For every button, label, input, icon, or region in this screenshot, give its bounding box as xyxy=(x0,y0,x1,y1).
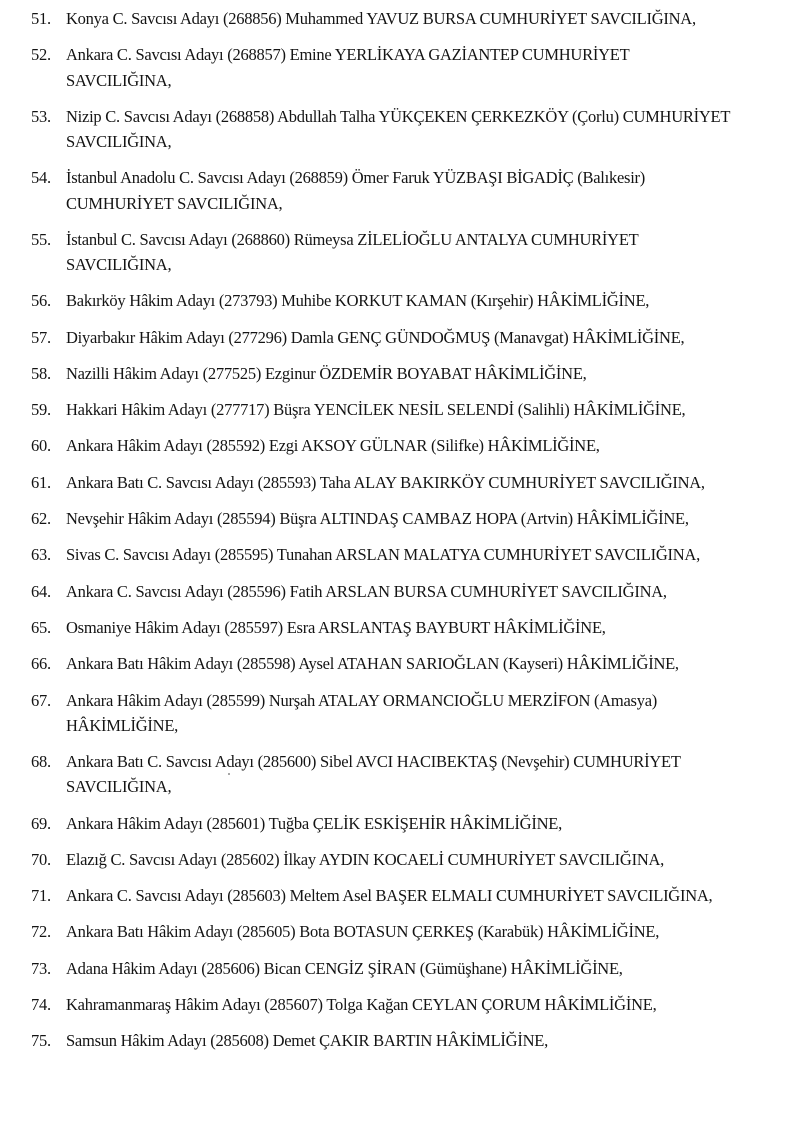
item-number: 71. xyxy=(31,886,51,906)
appointment-list xyxy=(0,6,800,1065)
item-number: 52. xyxy=(31,45,51,65)
item-text-line: Ankara Batı Hâkim Adayı (285605) Bota BOTASUN ÇERKEŞ (Karabük) HÂKİMLİĞİNE, xyxy=(66,922,660,942)
item-text xyxy=(66,6,766,31)
item-text xyxy=(66,615,766,640)
item-number: 55. xyxy=(31,229,51,249)
item-text xyxy=(66,883,766,908)
item-text xyxy=(66,288,766,313)
item-text xyxy=(66,470,766,495)
list-item xyxy=(0,956,800,981)
item-text-line: Ankara Batı Hâkim Adayı (285598) Aysel ATAHAN SARIOĞLAN (Kayseri) HÂKİMLİĞİNE, xyxy=(66,654,679,674)
list-item xyxy=(0,615,800,640)
item-text-line: SAVCILIĞINA, xyxy=(66,255,172,274)
item-number: 67. xyxy=(31,690,51,710)
item-text-line: Nizip C. Savcısı Adayı (268858) Abdullah Talha YÜKÇEKEN ÇERKEZKÖY (Çorlu) CUMHURİYET xyxy=(66,106,731,126)
item-text-line: Ankara C. Savcısı Adayı (285603) Meltem Asel BAŞER ELMALI CUMHURİYET SAVCILIĞINA, xyxy=(66,886,713,906)
list-item xyxy=(0,883,800,908)
item-text-line: Ankara Batı C. Savcısı Adayı (285593) Taha ALAY BAKIRKÖY CUMHURİYET SAVCILIĞINA, xyxy=(66,472,705,492)
item-text xyxy=(66,749,766,799)
item-number: 72. xyxy=(31,922,51,942)
item-text-line: Ankara Hâkim Adayı (285592) Ezgi AKSOY GÜLNAR (Silifke) HÂKİMLİĞİNE, xyxy=(66,436,600,456)
item-number: 68. xyxy=(31,752,51,772)
item-text-line: Hakkari Hâkim Adayı (277717) Büşra YENCİLEK NESİL SELENDİ (Salihli) HÂKİMLİĞİNE, xyxy=(66,400,686,420)
list-item xyxy=(0,288,800,313)
item-number: 74. xyxy=(31,995,51,1015)
item-number: 58. xyxy=(31,363,51,383)
item-text-line: İstanbul C. Savcısı Adayı (268860) Rümeysa ZİLELİOĞLU ANTALYA CUMHURİYET xyxy=(66,229,639,249)
list-item xyxy=(0,749,800,799)
item-text-line: HÂKİMLİĞİNE, xyxy=(66,715,179,735)
list-item xyxy=(0,811,800,836)
item-text-line: Adana Hâkim Adayı (285606) Bican CENGİZ ŞİRAN (Gümüşhane) HÂKİMLİĞİNE, xyxy=(66,958,623,978)
item-text xyxy=(66,919,766,944)
item-number: 54. xyxy=(31,168,51,188)
scan-speck xyxy=(228,773,230,775)
item-number: 65. xyxy=(31,617,51,637)
item-text-line: Ankara Hâkim Adayı (285599) Nurşah ATALAY ORMANCIOĞLU MERZİFON (Amasya) xyxy=(66,690,658,710)
item-number: 53. xyxy=(31,106,51,126)
item-text xyxy=(66,227,766,277)
item-text-line: SAVCILIĞINA, xyxy=(66,70,172,90)
item-text-line: Ankara C. Savcısı Adayı (285596) Fatih ARSLAN BURSA CUMHURİYET SAVCILIĞINA, xyxy=(66,581,667,601)
list-item xyxy=(0,651,800,676)
item-number: 62. xyxy=(31,509,51,529)
item-text xyxy=(66,579,766,604)
item-text xyxy=(66,397,766,422)
list-item xyxy=(0,325,800,350)
item-text-line: Sivas C. Savcısı Adayı (285595) Tunahan ARSLAN MALATYA CUMHURİYET SAVCILIĞINA, xyxy=(66,545,700,565)
item-text xyxy=(66,325,766,350)
list-item xyxy=(0,579,800,604)
list-item xyxy=(0,6,800,31)
list-item xyxy=(0,397,800,422)
list-item xyxy=(0,433,800,458)
item-number: 56. xyxy=(31,291,51,311)
item-number: 51. xyxy=(31,9,51,28)
item-number: 63. xyxy=(31,545,51,565)
item-text xyxy=(66,433,766,458)
item-text xyxy=(66,542,766,567)
item-text-line: Elazığ C. Savcısı Adayı (285602) İlkay AYDIN KOCAELİ CUMHURİYET SAVCILIĞINA, xyxy=(66,849,665,869)
item-number: 59. xyxy=(31,400,51,420)
item-number: 69. xyxy=(31,813,51,833)
item-text-line: İstanbul Anadolu C. Savcısı Adayı (268859) Ömer Faruk YÜZBAŞI BİGADİÇ (Balıkesir) xyxy=(66,168,646,188)
item-text-line: Diyarbakır Hâkim Adayı (277296) Damla GENÇ GÜNDOĞMUŞ (Manavgat) HÂKİMLİĞİNE, xyxy=(66,327,685,347)
list-item xyxy=(0,42,800,92)
list-item xyxy=(0,919,800,944)
item-text xyxy=(66,104,766,154)
item-text-line: Konya C. Savcısı Adayı (268856) Muhammed YAVUZ BURSA CUMHURİYET SAVCILIĞINA, xyxy=(66,9,696,28)
item-number: 61. xyxy=(31,472,51,492)
item-text-line: SAVCILIĞINA, xyxy=(66,132,172,151)
item-number: 60. xyxy=(31,436,51,456)
item-text-line: SAVCILIĞINA, xyxy=(66,777,172,797)
item-text xyxy=(66,992,766,1017)
list-item xyxy=(0,688,800,738)
item-text xyxy=(66,811,766,836)
list-item xyxy=(0,1028,800,1053)
item-text xyxy=(66,688,766,738)
list-item xyxy=(0,542,800,567)
item-number: 64. xyxy=(31,581,51,601)
item-number: 57. xyxy=(31,327,51,347)
item-text-line: Nevşehir Hâkim Adayı (285594) Büşra ALTINDAŞ CAMBAZ HOPA (Artvin) HÂKİMLİĞİNE, xyxy=(66,509,689,529)
item-text xyxy=(66,847,766,872)
item-text-line: Nazilli Hâkim Adayı (277525) Ezginur ÖZDEMİR BOYABAT HÂKİMLİĞİNE, xyxy=(66,363,587,383)
item-text-line: Osmaniye Hâkim Adayı (285597) Esra ARSLANTAŞ BAYBURT HÂKİMLİĞİNE, xyxy=(66,617,606,637)
item-number: 73. xyxy=(31,958,51,978)
list-item xyxy=(0,104,800,154)
item-text xyxy=(66,956,766,981)
item-text xyxy=(66,1028,766,1053)
item-text-line: Ankara Hâkim Adayı (285601) Tuğba ÇELİK ESKİŞEHİR HÂKİMLİĞİNE, xyxy=(66,813,562,833)
item-text xyxy=(66,651,766,676)
list-item xyxy=(0,361,800,386)
item-text xyxy=(66,42,766,92)
item-text-line: CUMHURİYET SAVCILIĞINA, xyxy=(66,193,283,213)
item-text xyxy=(66,165,766,215)
item-text-line: Ankara Batı C. Savcısı Adayı (285600) Sibel AVCI HACIBEKTAŞ (Nevşehir) CUMHURİYET xyxy=(66,752,681,772)
item-text-line: Samsun Hâkim Adayı (285608) Demet ÇAKIR BARTIN HÂKİMLİĞİNE, xyxy=(66,1031,548,1051)
list-item xyxy=(0,470,800,495)
item-number: 66. xyxy=(31,654,51,674)
list-item xyxy=(0,227,800,277)
item-text xyxy=(66,361,766,386)
item-text xyxy=(66,506,766,531)
list-item xyxy=(0,992,800,1017)
list-item xyxy=(0,847,800,872)
list-item xyxy=(0,506,800,531)
item-text-line: Ankara C. Savcısı Adayı (268857) Emine YERLİKAYA GAZİANTEP CUMHURİYET xyxy=(66,45,630,65)
item-text-line: Bakırköy Hâkim Adayı (273793) Muhibe KORKUT KAMAN (Kırşehir) HÂKİMLİĞİNE, xyxy=(66,291,650,311)
list-item xyxy=(0,165,800,215)
item-number: 75. xyxy=(31,1031,51,1051)
item-number: 70. xyxy=(31,849,51,869)
item-text-line: Kahramanmaraş Hâkim Adayı (285607) Tolga Kağan CEYLAN ÇORUM HÂKİMLİĞİNE, xyxy=(66,995,657,1015)
